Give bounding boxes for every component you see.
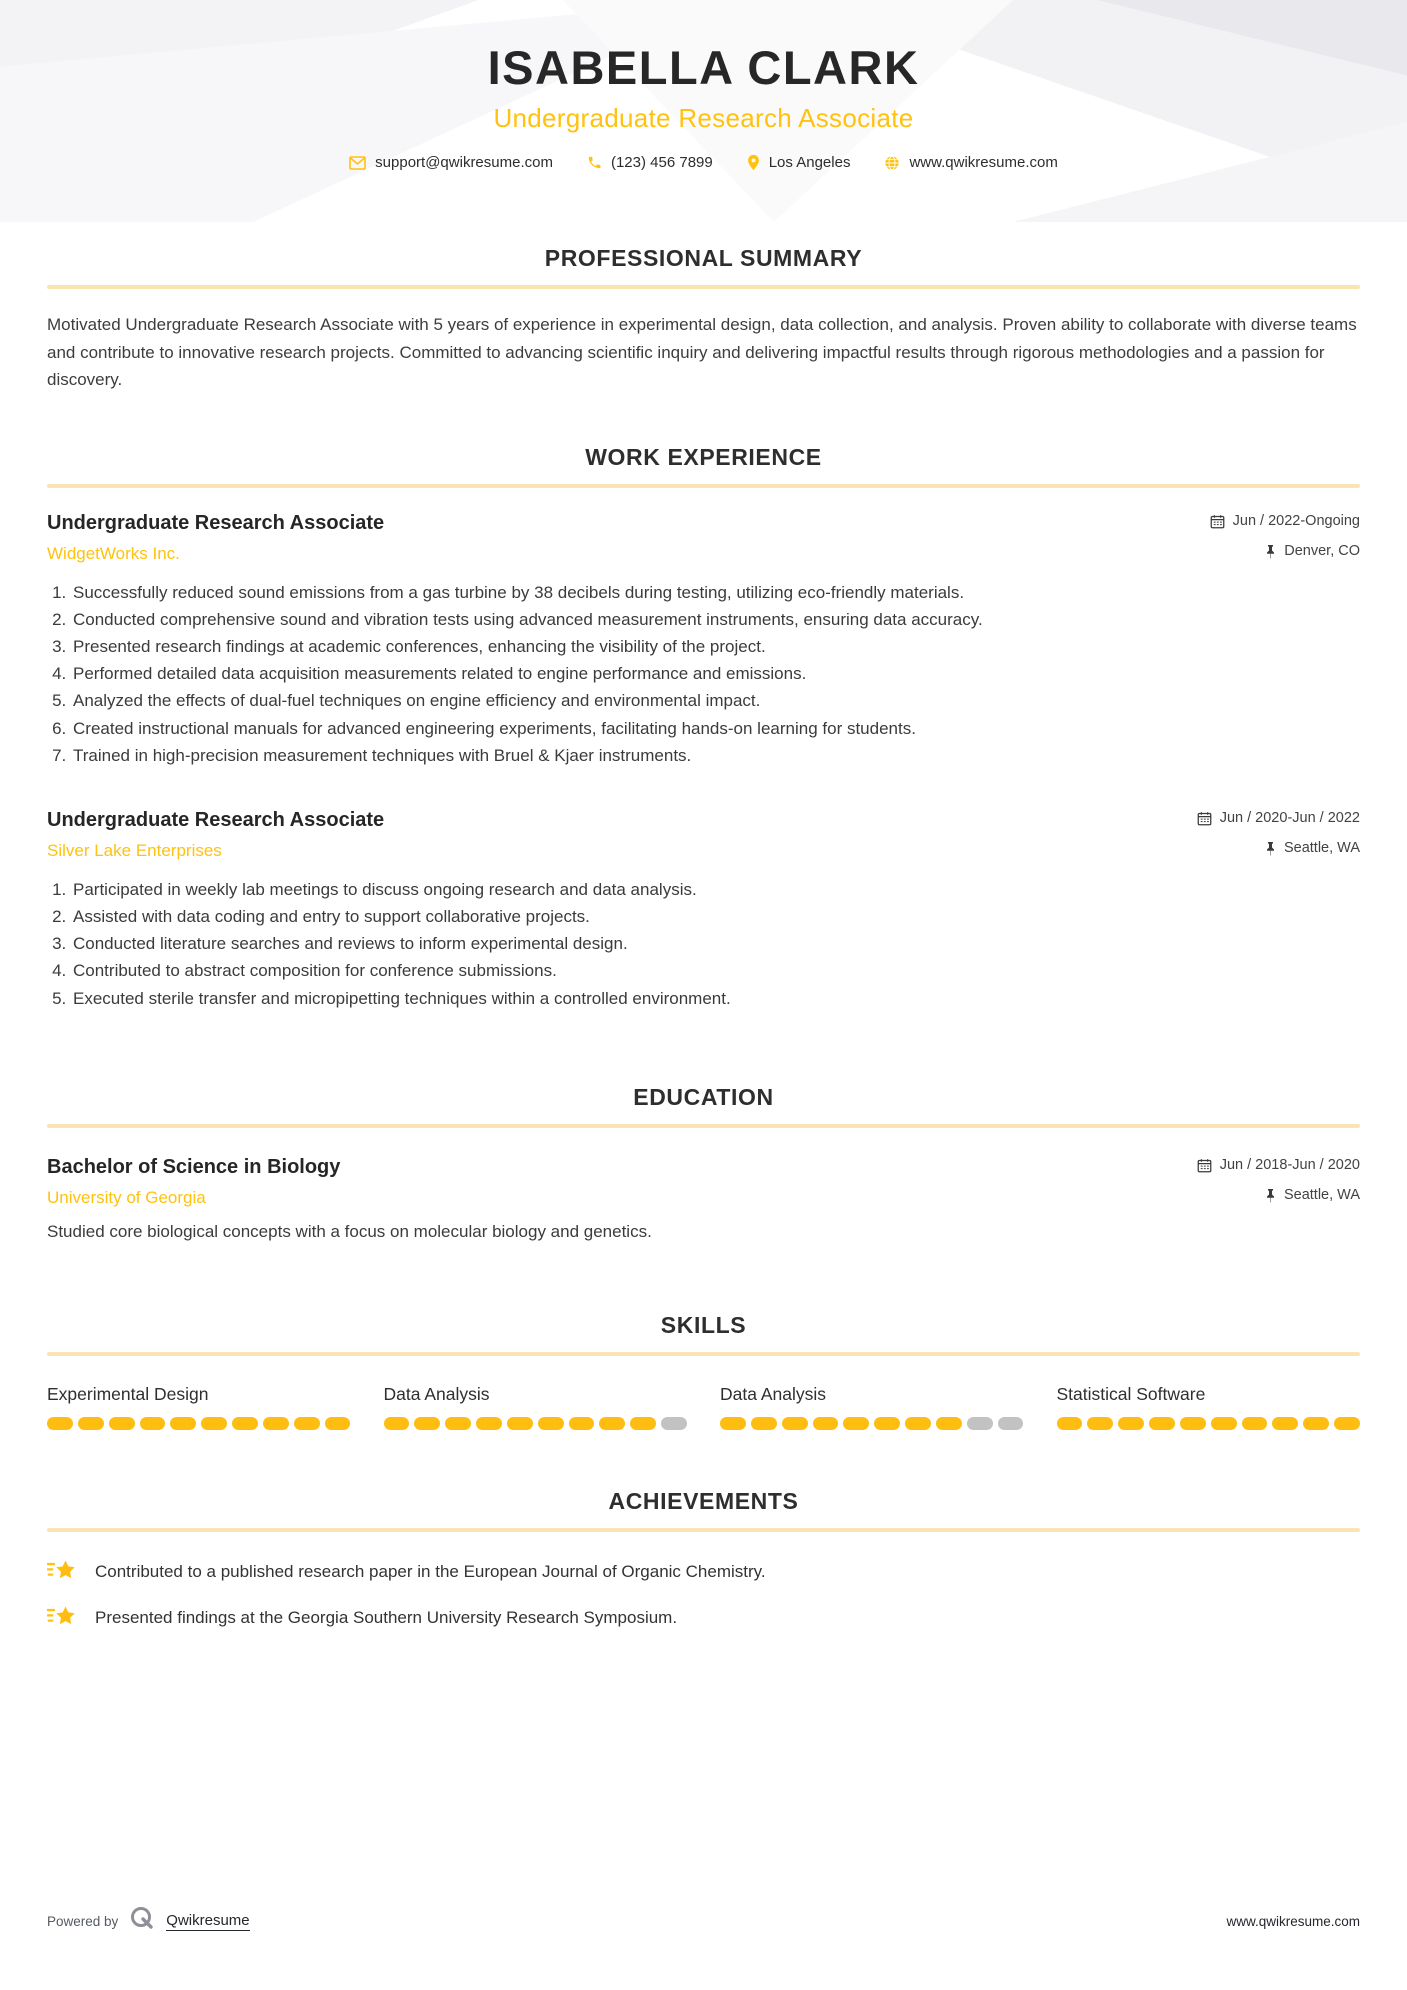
job-location-text: Seattle, WA xyxy=(1283,840,1360,857)
location-pin-icon xyxy=(747,154,760,171)
skill-bar-segment xyxy=(325,1417,351,1430)
section-heading: ACHIEVEMENTS xyxy=(608,1487,799,1514)
section-heading: WORK EXPERIENCE xyxy=(585,443,822,470)
pushpin-icon xyxy=(1264,841,1276,856)
skill-bar-segment xyxy=(1303,1417,1329,1430)
education-location-text: Seattle, WA xyxy=(1283,1187,1360,1204)
skill-bar-segment xyxy=(201,1417,227,1430)
skill-bar-segment xyxy=(569,1417,595,1430)
skill-bar-segment xyxy=(1272,1417,1298,1430)
skill-level-bar xyxy=(384,1417,688,1430)
section-divider xyxy=(47,484,1360,488)
powered-by-label: Powered by xyxy=(47,1914,119,1929)
skill-bar-segment xyxy=(661,1417,687,1430)
section-heading: EDUCATION xyxy=(633,1083,774,1110)
calendar-icon xyxy=(1197,1158,1212,1173)
section-heading: PROFESSIONAL SUMMARY xyxy=(544,245,863,271)
skill-bar-segment xyxy=(263,1417,289,1430)
skill-bar-segment xyxy=(47,1417,73,1430)
section-divider xyxy=(47,1528,1360,1532)
skill-name: Data Analysis xyxy=(383,1383,490,1404)
achievement-text: Contributed to a published research paper in the European Journal of Organic Chemistry. xyxy=(95,1561,766,1581)
job-bullet: 6. Created instructional manuals for advanced engineering experiments, facilitating hands-on learning for students. xyxy=(71,715,1360,742)
skill-item xyxy=(1057,1384,1361,1430)
section-divider xyxy=(47,1124,1360,1128)
job-entry xyxy=(47,809,1360,1012)
education-degree: Bachelor of Science in Biology xyxy=(47,1155,341,1178)
skill-bar-segment xyxy=(1087,1417,1113,1430)
job-bullet: 5. Analyzed the effects of dual-fuel techniques on engine efficiency and environmental impact. xyxy=(71,687,1360,714)
achievement-list xyxy=(47,1558,1360,1632)
contact-email[interactable] xyxy=(349,154,553,171)
skill-bar-segment xyxy=(170,1417,196,1430)
qwikresume-logo-icon xyxy=(128,1905,156,1938)
skill-level-bar xyxy=(1057,1417,1361,1430)
job-bullet: 1. Participated in weekly lab meetings to discuss ongoing research and data analysis. xyxy=(71,876,1360,903)
skill-name: Statistical Software xyxy=(1056,1383,1206,1404)
resume-header xyxy=(0,0,1407,222)
skill-item xyxy=(720,1384,1024,1430)
contact-phone-text: (123) 456 7899 xyxy=(610,154,713,171)
skill-bar-segment xyxy=(538,1417,564,1430)
shooting-star-icon xyxy=(47,1604,77,1632)
contact-website-text: www.qwikresume.com xyxy=(909,154,1058,171)
phone-icon xyxy=(587,155,602,170)
job-bullet: 4. Performed detailed data acquisition measurements related to engine performance and emissions. xyxy=(71,660,1360,687)
achievement-item xyxy=(47,1604,1360,1632)
job-bullet: 3. Conducted literature searches and reviews to inform experimental design. xyxy=(71,930,1360,957)
achievement-item xyxy=(47,1558,1360,1586)
skill-bar-segment xyxy=(1242,1417,1268,1430)
skill-bar-segment xyxy=(599,1417,625,1430)
section-divider xyxy=(47,1352,1360,1356)
skill-bar-segment xyxy=(109,1417,135,1430)
footer-website: www.qwikresume.com xyxy=(1226,1914,1360,1929)
job-bullet: 5. Executed sterile transfer and micropipetting techniques within a controlled environment. xyxy=(71,985,1360,1012)
skill-bar-segment xyxy=(1334,1417,1360,1430)
skill-bar-segment xyxy=(751,1417,777,1430)
skill-item xyxy=(47,1384,351,1430)
education-school: University of Georgia xyxy=(47,1187,206,1207)
education-description: Studied core biological concepts with a focus on molecular biology and genetics. xyxy=(47,1221,652,1241)
achievement-text: Presented findings at the Georgia Southern University Research Symposium. xyxy=(95,1607,678,1627)
contact-location xyxy=(747,154,851,171)
section-divider xyxy=(47,285,1360,289)
shooting-star-icon xyxy=(47,1558,77,1586)
skill-bar-segment xyxy=(843,1417,869,1430)
job-dates xyxy=(1210,513,1360,529)
job-bullet: 2. Assisted with data coding and entry to support collaborative projects. xyxy=(71,903,1360,930)
skill-bar-segment xyxy=(998,1417,1024,1430)
skill-bar-segment xyxy=(140,1417,166,1430)
skills-grid xyxy=(47,1384,1360,1430)
skill-bar-segment xyxy=(1118,1417,1144,1430)
job-title: Undergraduate Research Associate xyxy=(47,808,385,831)
skill-bar-segment xyxy=(232,1417,258,1430)
skill-bar-segment xyxy=(905,1417,931,1430)
contact-phone xyxy=(587,154,713,171)
skill-bar-segment xyxy=(507,1417,533,1430)
job-entry xyxy=(47,512,1360,769)
section-work-experience xyxy=(47,444,1360,1012)
section-skills xyxy=(47,1312,1360,1430)
calendar-icon xyxy=(1197,811,1212,826)
skill-item xyxy=(384,1384,688,1430)
job-location xyxy=(1264,543,1360,559)
skill-bar-segment xyxy=(294,1417,320,1430)
skill-bar-segment xyxy=(874,1417,900,1430)
skill-bar-segment xyxy=(384,1417,410,1430)
email-icon xyxy=(349,156,366,170)
contact-email-text: support@qwikresume.com xyxy=(375,154,553,171)
skill-bar-segment xyxy=(782,1417,808,1430)
job-location-text: Denver, CO xyxy=(1284,543,1360,560)
candidate-title: Undergraduate Research Associate xyxy=(493,103,914,133)
section-achievements xyxy=(47,1488,1360,1632)
contact-location-text: Los Angeles xyxy=(768,154,851,171)
skill-name: Data Analysis xyxy=(720,1383,827,1404)
pushpin-icon xyxy=(1264,1188,1276,1203)
pushpin-icon xyxy=(1264,544,1276,559)
skill-bar-segment xyxy=(1057,1417,1083,1430)
education-dates-text: Jun / 2018-Jun / 2020 xyxy=(1219,1157,1360,1174)
job-bullet: 2. Conducted comprehensive sound and vibration tests using advanced measurement instruments, ensuring data accuracy. xyxy=(71,606,1360,633)
skill-bar-segment xyxy=(414,1417,440,1430)
skill-bar-segment xyxy=(1180,1417,1206,1430)
skill-bar-segment xyxy=(476,1417,502,1430)
job-bullet: 1. Successfully reduced sound emissions from a gas turbine by 38 decibels during testing, utilizing eco-friendly materials. xyxy=(71,579,1360,606)
qwikresume-brand-link[interactable]: Qwikresume xyxy=(166,1912,250,1929)
job-title: Undergraduate Research Associate xyxy=(47,511,385,534)
skill-bar-segment xyxy=(1211,1417,1237,1430)
job-bullet-list xyxy=(47,876,1360,1012)
skill-bar-segment xyxy=(445,1417,471,1430)
contact-website[interactable] xyxy=(884,154,1057,171)
job-dates xyxy=(1197,810,1360,826)
skill-bar-segment xyxy=(967,1417,993,1430)
job-company: Silver Lake Enterprises xyxy=(47,840,222,860)
skill-level-bar xyxy=(720,1417,1024,1430)
page-footer xyxy=(47,1905,1360,1938)
job-dates-text: Jun / 2020-Jun / 2022 xyxy=(1219,810,1360,827)
education-dates xyxy=(1197,1157,1360,1173)
job-bullet: 3. Presented research findings at academic conferences, enhancing the visibility of the project. xyxy=(71,633,1360,660)
job-bullet: 4. Contributed to abstract composition for conference submissions. xyxy=(71,957,1360,984)
section-heading: SKILLS xyxy=(660,1311,747,1338)
education-entry xyxy=(47,1156,1360,1242)
skill-name: Experimental Design xyxy=(47,1383,209,1404)
job-location xyxy=(1264,840,1360,856)
job-bullet-list xyxy=(47,579,1360,769)
summary-text: Motivated Undergraduate Research Associate with 5 years of experience in experimental design, data collection, and analysis. Proven ability to collaborate with diverse teams and contribute to innovative research projects. Committed to advancing scientific inquiry and delivering impactful results through rigorous methodologies and a passion for discovery. xyxy=(47,315,1357,390)
section-education xyxy=(47,1084,1360,1242)
job-dates-text: Jun / 2022-Ongoing xyxy=(1232,513,1360,530)
calendar-icon xyxy=(1210,514,1225,529)
skill-bar-segment xyxy=(813,1417,839,1430)
skill-bar-segment xyxy=(78,1417,104,1430)
section-professional-summary xyxy=(47,245,1360,394)
globe-icon xyxy=(884,155,900,171)
education-location xyxy=(1264,1187,1360,1203)
skill-bar-segment xyxy=(936,1417,962,1430)
skill-bar-segment xyxy=(630,1417,656,1430)
skill-level-bar xyxy=(47,1417,351,1430)
job-bullet: 7. Trained in high-precision measurement techniques with Bruel & Kjaer instruments. xyxy=(71,742,1360,769)
job-company: WidgetWorks Inc. xyxy=(47,543,180,563)
contact-row xyxy=(0,154,1407,171)
candidate-name: ISABELLA CLARK xyxy=(487,41,920,94)
skill-bar-segment xyxy=(1149,1417,1175,1430)
skill-bar-segment xyxy=(720,1417,746,1430)
